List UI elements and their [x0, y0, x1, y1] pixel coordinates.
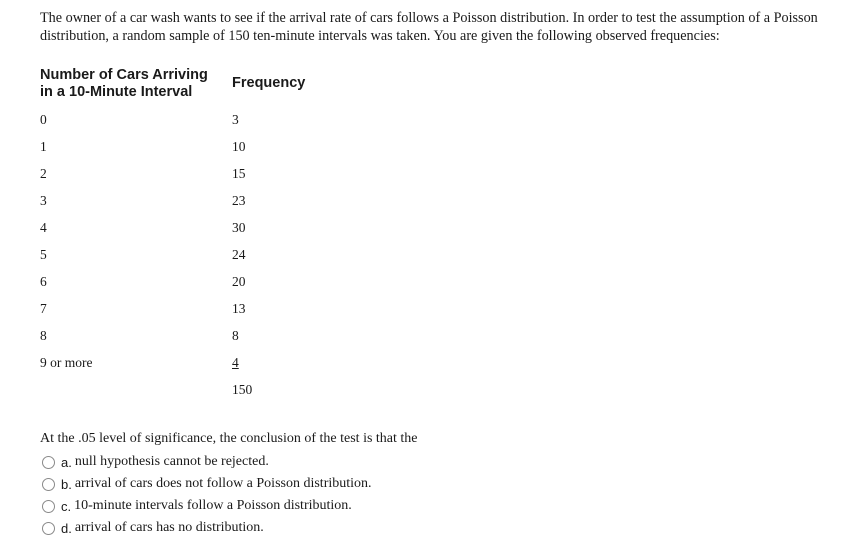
radio-button-d[interactable]	[42, 522, 55, 535]
cars-cell: 3	[40, 193, 47, 208]
problem-statement	[40, 9, 860, 45]
option-letter: b.	[61, 476, 72, 492]
radio-button-b[interactable]	[42, 478, 55, 491]
cars-cell: 6	[40, 274, 47, 289]
column-header-cars	[40, 67, 230, 101]
column-header-cars-line-1: Number of Cars Arriving	[40, 67, 208, 83]
frequency-cell: 3	[232, 112, 239, 127]
problem-statement-line-1: The owner of a car wash wants to see if the arrival rate of cars follows a Poisson distribution. In order to test the assumption of a Poisson	[40, 10, 818, 26]
column-header-cars-line-2: in a 10-Minute Interval	[40, 84, 193, 100]
frequency-cell: 13	[232, 301, 246, 316]
cars-cell: 0	[40, 112, 47, 127]
option-letter: a.	[61, 454, 72, 470]
cars-cell: 7	[40, 301, 47, 316]
option-text: arrival of cars has no distribution.	[74, 520, 264, 535]
frequency-cell: 15	[232, 166, 246, 181]
problem-statement-line-2: distribution, a random sample of 150 ten-minute intervals was taken. You are given the following observed frequencies:	[40, 28, 720, 44]
radio-button-c[interactable]	[42, 500, 55, 513]
option-text: arrival of cars does not follow a Poisson distribution.	[74, 476, 372, 491]
answer-option-a[interactable]	[42, 453, 269, 471]
answer-option-c[interactable]	[42, 497, 352, 515]
answer-option-d[interactable]	[42, 519, 264, 537]
cars-cell: 1	[40, 139, 47, 154]
option-text: 10-minute intervals follow a Poisson distribution.	[74, 498, 352, 513]
cars-cell: 4	[40, 220, 47, 235]
option-letter: c.	[61, 498, 72, 514]
column-header-frequency: Frequency	[232, 75, 306, 91]
cars-cell: 8	[40, 328, 47, 343]
option-text: null hypothesis cannot be rejected.	[74, 454, 269, 469]
cars-cell: 5	[40, 247, 47, 262]
cars-cell: 9 or more	[40, 355, 93, 370]
frequency-cell: 8	[232, 328, 239, 343]
frequency-cell: 24	[232, 247, 246, 262]
frequency-cell: 30	[232, 220, 246, 235]
answer-option-b[interactable]	[42, 475, 372, 493]
frequency-total: 150	[232, 382, 253, 397]
frequency-cell: 10	[232, 139, 246, 154]
frequency-cell: 23	[232, 193, 246, 208]
frequency-cell: 20	[232, 274, 246, 289]
cars-cell: 2	[40, 166, 47, 181]
question-prompt: At the .05 level of significance, the conclusion of the test is that the	[40, 431, 418, 446]
option-letter: d.	[61, 520, 72, 536]
radio-button-a[interactable]	[42, 456, 55, 469]
frequency-cell: 4	[232, 355, 239, 370]
